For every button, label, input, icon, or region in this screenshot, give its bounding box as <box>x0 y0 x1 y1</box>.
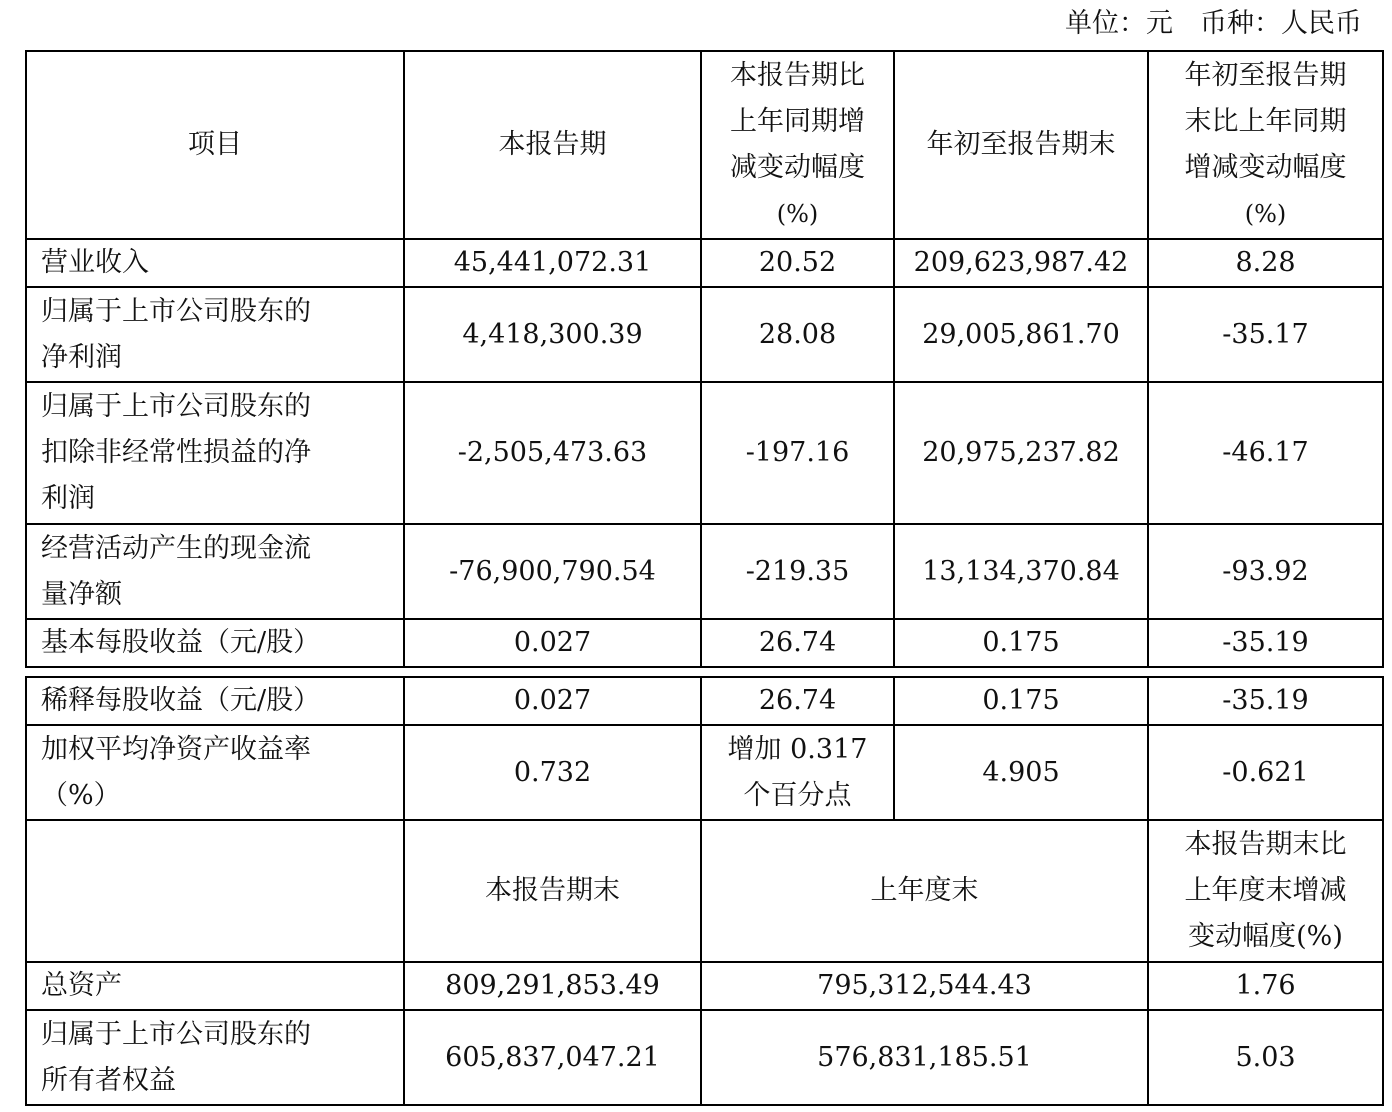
cell-ytd-change: -46.17 <box>1148 382 1383 524</box>
financial-table-continued <box>25 676 1384 1106</box>
cell-ytd: 20,975,237.82 <box>894 382 1148 524</box>
cell-prior-year-end: 576,831,185.51 <box>701 1010 1148 1105</box>
row-label: 营业收入 <box>26 239 404 287</box>
cell-balance-change: 5.03 <box>1148 1010 1383 1105</box>
cell-current-change: 20.52 <box>701 239 894 287</box>
table-row <box>26 677 1383 725</box>
cell-current: 0.027 <box>404 677 701 725</box>
header-blank <box>26 820 404 962</box>
cell-current-change: 26.74 <box>701 619 894 667</box>
row-label: 归属于上市公司股东的 净利润 <box>26 287 404 382</box>
cell-balance-change: 1.76 <box>1148 962 1383 1010</box>
cell-ytd-change: -35.17 <box>1148 287 1383 382</box>
header-prior-year-end: 上年度末 <box>701 820 1148 962</box>
cell-current: 4,418,300.39 <box>404 287 701 382</box>
row-label: 归属于上市公司股东的 扣除非经常性损益的净 利润 <box>26 382 404 524</box>
table-row <box>26 382 1383 524</box>
row-label: 基本每股收益（元/股） <box>26 619 404 667</box>
cell-current-change: 26.74 <box>701 677 894 725</box>
table-row <box>26 1010 1383 1105</box>
header-current-change: 本报告期比 上年同期增 减变动幅度 (%) <box>701 51 894 239</box>
cell-current-change: 28.08 <box>701 287 894 382</box>
cell-ytd-change: -35.19 <box>1148 677 1383 725</box>
table-row <box>26 524 1383 619</box>
cell-current: 0.732 <box>404 725 701 820</box>
cell-ytd-change: -0.621 <box>1148 725 1383 820</box>
cell-prior-year-end: 795,312,544.43 <box>701 962 1148 1010</box>
header-balance-change: 本报告期末比 上年度末增减 变动幅度(%) <box>1148 820 1383 962</box>
table-row <box>26 725 1383 820</box>
row-label: 加权平均净资产收益率 （%） <box>26 725 404 820</box>
cell-ytd: 29,005,861.70 <box>894 287 1148 382</box>
cell-current-change: -219.35 <box>701 524 894 619</box>
cell-ytd: 209,623,987.42 <box>894 239 1148 287</box>
financial-table-main <box>25 50 1384 668</box>
table-header-row <box>26 51 1383 239</box>
cell-current: 0.027 <box>404 619 701 667</box>
table-row <box>26 287 1383 382</box>
cell-current-change: -197.16 <box>701 382 894 524</box>
cell-ytd-change: -93.92 <box>1148 524 1383 619</box>
header-current: 本报告期 <box>404 51 701 239</box>
balance-header-row <box>26 820 1383 962</box>
cell-period-end: 809,291,853.49 <box>404 962 701 1010</box>
cell-ytd-change: -35.19 <box>1148 619 1383 667</box>
cell-ytd: 0.175 <box>894 677 1148 725</box>
header-item: 项目 <box>26 51 404 239</box>
cell-ytd-change: 8.28 <box>1148 239 1383 287</box>
header-ytd: 年初至报告期末 <box>894 51 1148 239</box>
table-row <box>26 619 1383 667</box>
table-row <box>26 239 1383 287</box>
header-period-end: 本报告期末 <box>404 820 701 962</box>
cell-ytd: 13,134,370.84 <box>894 524 1148 619</box>
unit-note: 单位：元 币种：人民币 <box>1065 8 1362 39</box>
table-row <box>26 962 1383 1010</box>
row-label: 归属于上市公司股东的 所有者权益 <box>26 1010 404 1105</box>
row-label: 总资产 <box>26 962 404 1010</box>
row-label: 稀释每股收益（元/股） <box>26 677 404 725</box>
cell-period-end: 605,837,047.21 <box>404 1010 701 1105</box>
row-label: 经营活动产生的现金流 量净额 <box>26 524 404 619</box>
cell-current: -76,900,790.54 <box>404 524 701 619</box>
cell-current: 45,441,072.31 <box>404 239 701 287</box>
cell-ytd: 0.175 <box>894 619 1148 667</box>
cell-ytd: 4.905 <box>894 725 1148 820</box>
header-ytd-change: 年初至报告期 末比上年同期 增减变动幅度 (%) <box>1148 51 1383 239</box>
cell-current-change: 增加 0.317 个百分点 <box>701 725 894 820</box>
cell-current: -2,505,473.63 <box>404 382 701 524</box>
